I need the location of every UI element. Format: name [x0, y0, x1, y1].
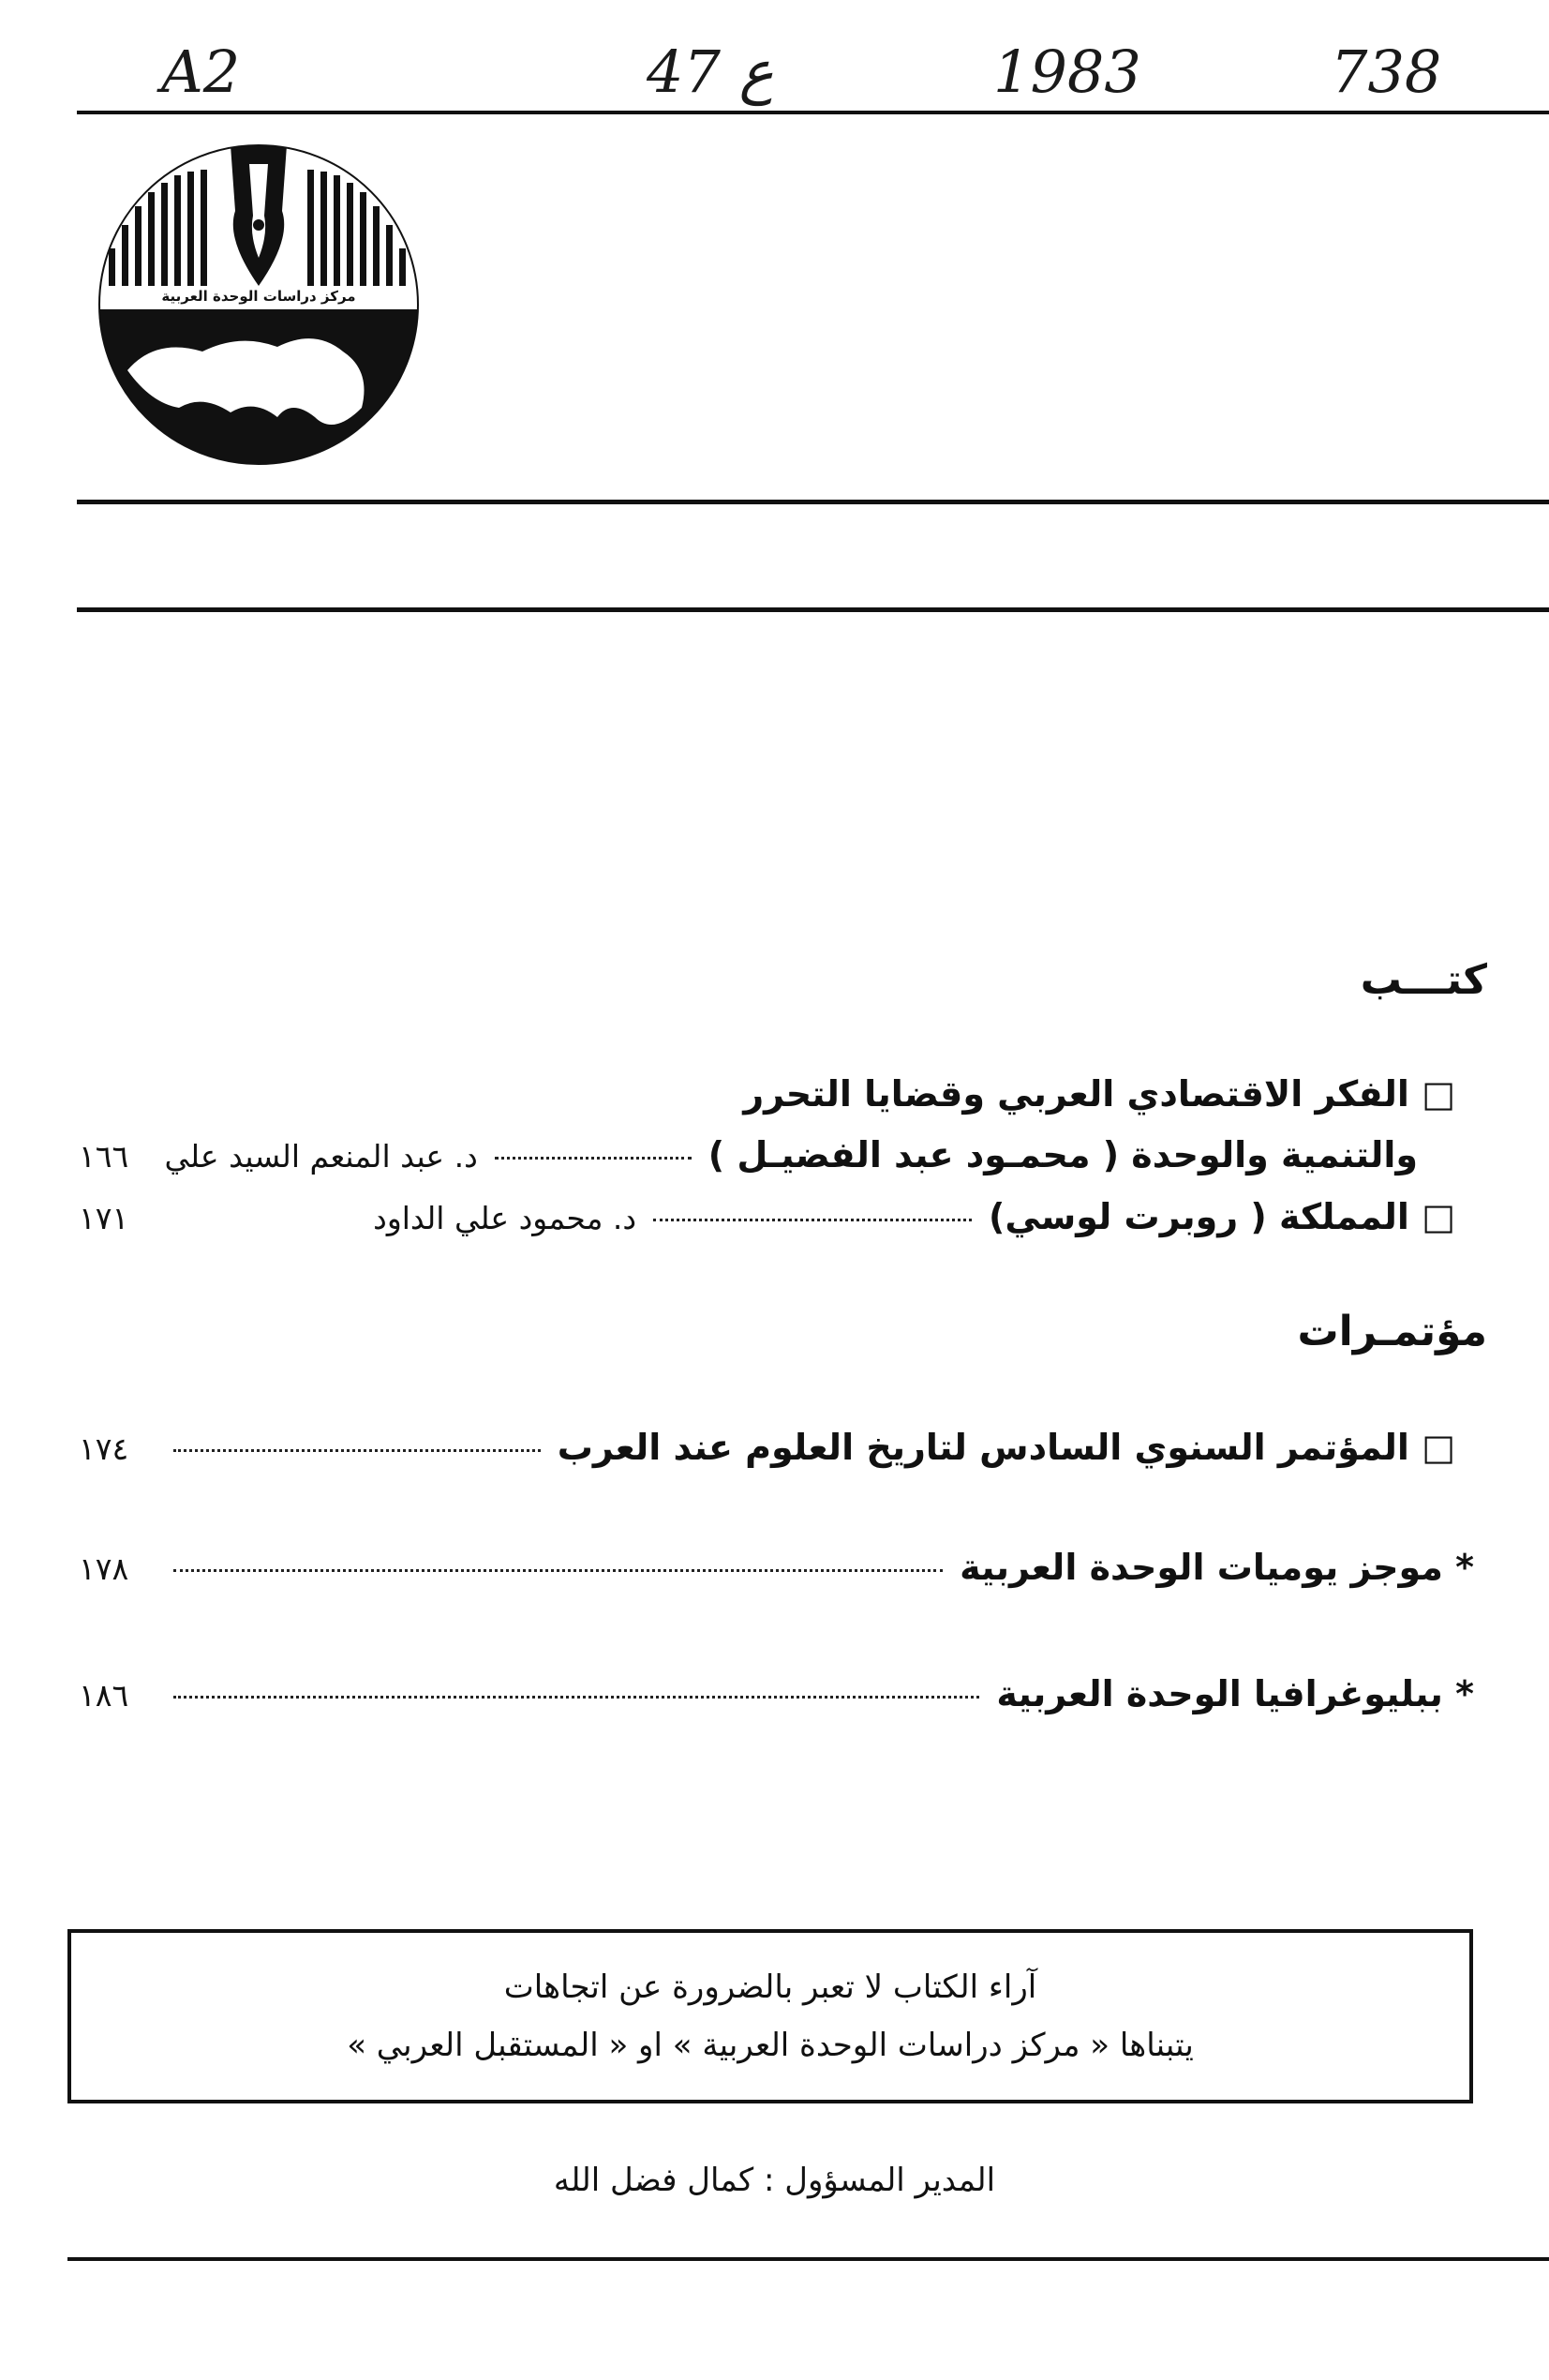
- director-line: المدير المسؤول : كمال فضل الله: [553, 2162, 996, 2199]
- disclaimer-line-2: يتبناها « مركز دراسات الوحدة العربية » او « المستقبل العربي »: [347, 2027, 1194, 2064]
- extra-1-page: ١٧٨: [79, 1550, 129, 1587]
- book-2-page: ١٧١: [79, 1200, 129, 1236]
- dot-leader: [495, 1157, 692, 1160]
- book-1-title-line1: □ الفكر الاقتصادي العربي وقضايا التحرر: [743, 1073, 1455, 1115]
- handwritten-number: 738: [1331, 37, 1442, 106]
- dot-leader: [173, 1449, 541, 1452]
- conference-1-page: ١٧٤: [79, 1430, 129, 1467]
- disclaimer-box: [67, 1929, 1473, 2103]
- book-1-title-line2: والتنمية والوحدة ( محمـود عبد الفضيـل ): [707, 1134, 1418, 1175]
- center-logo: [90, 136, 427, 473]
- extra-1-title: * موجز يوميات الوحدة العربية: [960, 1547, 1474, 1588]
- book-2-author: د. محمود علي الداود: [373, 1200, 637, 1236]
- dot-leader: [653, 1219, 972, 1221]
- header-rule-1: [77, 500, 1549, 504]
- handwritten-code: A2: [161, 37, 241, 106]
- book-2-title: □ المملكة ( روبرت لوسي): [989, 1196, 1455, 1237]
- top-rule: [77, 111, 1549, 114]
- book-1-entry: [79, 1134, 1418, 1175]
- logo-caption: مركز دراسات الوحدة العربية: [161, 288, 356, 305]
- handwritten-year: 1983: [993, 37, 1141, 106]
- dot-leader: [173, 1569, 943, 1572]
- extra-2-title: * ببليوغرافيا الوحدة العربية: [996, 1673, 1474, 1714]
- logo-emblem: [90, 136, 427, 473]
- extra-2-page: ١٨٦: [79, 1677, 129, 1714]
- conference-1-entry: [79, 1427, 1455, 1468]
- book-1-author: د. عبد المنعم السيد علي: [164, 1138, 478, 1175]
- book-1-page: ١٦٦: [79, 1138, 129, 1175]
- books-heading: كتـــب: [1360, 956, 1487, 1004]
- conference-1-title: □ المؤتمر السنوي السادس لتاريخ العلوم عند العرب: [557, 1427, 1455, 1468]
- bottom-rule: [67, 2257, 1549, 2261]
- extra-2-entry: [79, 1673, 1474, 1714]
- header-rule-2: [77, 607, 1549, 612]
- handwritten-issue: 47 ع: [647, 37, 774, 106]
- disclaimer-line-1: آراء الكتاب لا تعبر بالضرورة عن اتجاهات: [503, 1968, 1037, 2006]
- book-2-entry: [79, 1196, 1455, 1237]
- extra-1-entry: [79, 1547, 1474, 1588]
- dot-leader: [173, 1696, 979, 1699]
- conferences-heading: مؤتمـرات: [1297, 1308, 1487, 1355]
